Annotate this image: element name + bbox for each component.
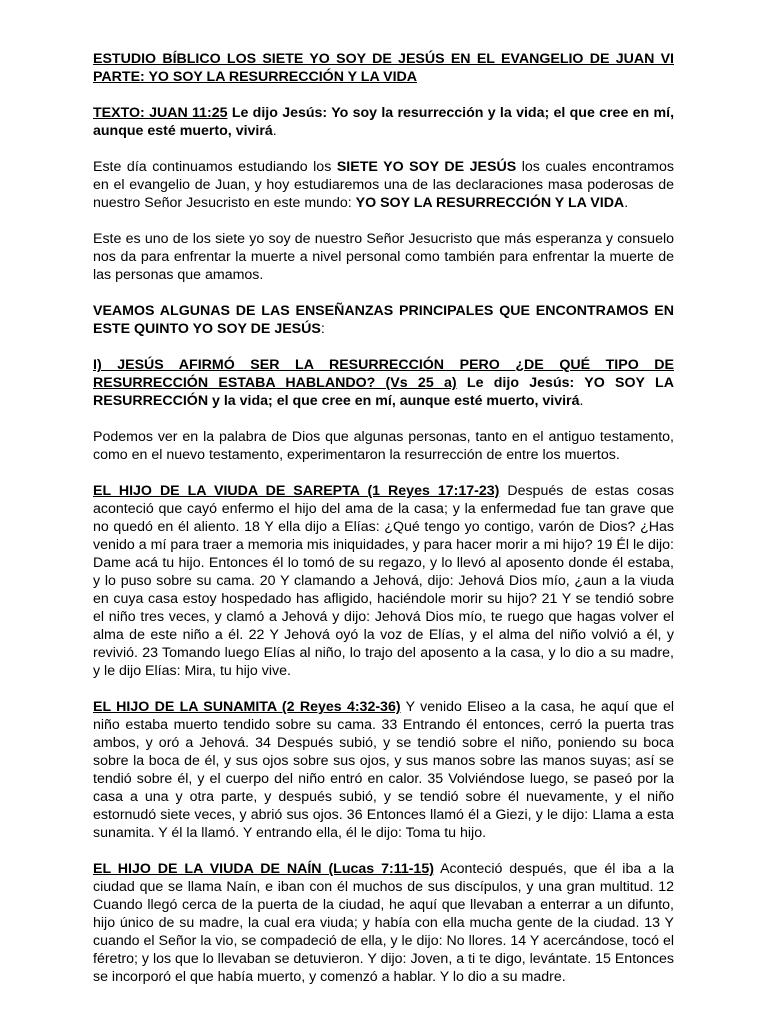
point-one-verse: Le dijo Jesús: YO SOY LA RESURRECCIÓN y la vida; el que cree en mí, aunque esté muerto, vivirá <box>93 375 674 409</box>
sunamita-passage <box>93 698 674 842</box>
section-heading-colon: : <box>320 321 325 337</box>
intro-paragraph-2: Este es uno de los siete yo soy de nuestro Señor Jesucristo que más esperanza y consuelo nos da para enfrentar la muerte a nivel personal como también para enfrentar la muerte de las personas que amamos. <box>93 231 674 283</box>
point-one <box>93 356 674 410</box>
intro1-bold-d: YO SOY LA RESURRECCIÓN Y LA VIDA <box>355 195 625 211</box>
sarepta-heading: EL HIJO DE LA VIUDA DE SAREPTA (1 Reyes 17:17-23) <box>93 483 500 499</box>
point-one-heading: I) JESÚS AFIRMÓ SER LA RESURRECCIÓN PERO ¿DE QUÉ TIPO DE RESURRECCIÓN ESTABA HABLANDO? (Vs 25 a) <box>93 357 674 391</box>
sarepta-passage <box>93 482 674 680</box>
nain-text: Aconteció después, que él iba a la ciudad que se llama Naín, e iban con él muchos de sus discípulos, y una gran multitud. 12 Cuando llegó cerca de la puerta de la ciudad, he aquí que llevaban a enterrar a un difunto, hijo único de su madre, la cual era viuda; y había con ella mucha gente de la ciudad. 13 Y cuando el Señor la vio, se compadeció de ella, y le dijo: No llores. 14 Y acercándose, tocó el féretro; y los que lo llevaban se detuvieron. Y dijo: Joven, a ti te digo, levántate. 15 Entonces se incorporó el que había muerto, y comenzó a hablar. Y lo dio a su madre. <box>93 861 674 985</box>
intro1-text-a: Este día continuamos estudiando los <box>93 159 337 175</box>
intro1-text-c: los cuales encontramos en el evangelio de Juan, y hoy estudiaremos una de las declaraciones masa poderosas de nuestro Señor Jesucristo en este mundo: <box>93 159 674 211</box>
key-verse-text: Le dijo Jesús: Yo soy la resurrección y la vida; el que cree en mí, aunque esté muerto, vivirá <box>93 105 675 139</box>
intro1-text-e: . <box>624 195 629 211</box>
point-one-end: . <box>579 393 584 409</box>
nain-passage <box>93 860 674 986</box>
intro1-bold-b: SIETE YO SOY DE JESÚS <box>336 159 517 175</box>
sunamita-text: Y venido Eliseo a la casa, he aquí que el niño estaba muerto tendido sobre su cama. 33 Entrando él entonces, cerró la puerta tras ambos, y oró a Jehová. 34 Después subió, y se tendió sobre el niño, poniendo su boca sobre la boca de él, y sus ojos sobre sus ojos, y sus manos sobre las manos suyas; así se tendió sobre él, y el cuerpo del niño entró en calor. 35 Volviéndose luego, se paseó por la casa a una y otra parte, y después subió, y se tendió sobre él nuevamente, y el niño estornudó siete veces, y abrió sus ojos. 36 Entonces llamó él a Giezi, y le dijo: Llama a esta sunamita. Y él la llamó. Y entrando ella, él le dijo: Toma tu hijo. <box>93 699 674 841</box>
document-title <box>93 50 674 86</box>
intro-paragraph-1 <box>93 158 674 212</box>
key-verse-end: . <box>272 123 277 139</box>
sarepta-text: Después de estas cosas aconteció que cayó enfermo el hijo del ama de la casa; y la enfermedad fue tan grave que no quedó en él aliento. 18 Y ella dijo a Elías: ¿Qué tengo yo contigo, varón de Dios? ¿Has venido a mí para traer a memoria mis iniquidades, y para hacer morir a mi hijo? 19 Él le dijo: Dame acá tu hijo. Entonces él lo tomó de su regazo, y lo llevó al aposento donde él estaba, y lo puso sobre su cama. 20 Y clamando a Jehová, dijo: Jehová Dios mío, ¿aun a la viuda en cuya casa estoy hospedado has afligido, haciéndole morir su hijo? 21 Y se tendió sobre el niño tres veces, y clamó a Jehová y dijo: Jehová Dios mío, te ruego que hagas volver el alma de este niño a él. 22 Y Jehová oyó la voz de Elías, y el alma del niño volvió a él, y revivió. 23 Tomando luego Elías al niño, lo trajo del aposento a la casa, y lo dio a su madre, y le dijo Elías: Mira, tu hijo vive. <box>93 483 674 679</box>
podemos-paragraph: Podemos ver en la palabra de Dios que algunas personas, tanto en el antiguo testamento, como en el nuevo testamento, experimentaron la resurrección de entre los muertos. <box>93 429 674 463</box>
section-heading-text: VEAMOS ALGUNAS DE LAS ENSEÑANZAS PRINCIPALES QUE ENCONTRAMOS EN ESTE QUINTO YO SOY DE JESÚS <box>93 303 674 337</box>
sunamita-heading: EL HIJO DE LA SUNAMITA (2 Reyes 4:32-36) <box>93 699 401 715</box>
document-body <box>93 50 674 1004</box>
nain-heading: EL HIJO DE LA VIUDA DE NAÍN (Lucas 7:11-15) <box>93 861 434 877</box>
key-verse-ref: TEXTO: JUAN 11:25 <box>93 105 228 121</box>
key-verse <box>93 104 674 140</box>
section-heading <box>93 302 674 338</box>
title-text: ESTUDIO BÍBLICO LOS SIETE YO SOY DE JESÚS EN EL EVANGELIO DE JUAN VI PARTE: YO SOY LA RESURRECCIÓN Y LA VIDA <box>93 51 674 85</box>
